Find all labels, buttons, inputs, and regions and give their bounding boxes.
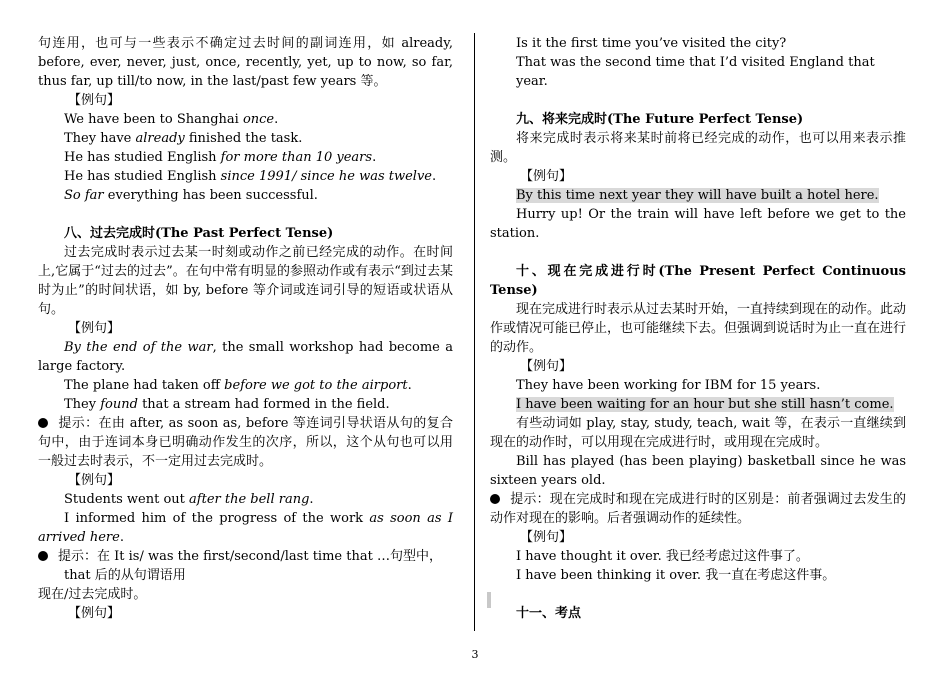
tip-paragraph: 提示：在 It is/ was the first/second/last time that …句型中， (38, 547, 453, 566)
section-description: 将来完成时表示将来某时前将已经完成的动作，也可以用来表示推测。 (490, 131, 906, 165)
example-label: 【例句】 (68, 321, 121, 336)
example-label: 【例句】 (68, 93, 121, 108)
section-heading-test-points: 十一、考点 (516, 606, 582, 621)
tip-paragraph: 提示：在由 after, as soon as, before 等连词引导状语从句的复合句中，由于连词本身已明确动作发生的次序，所以，这个从句也可以用一般过去时表示，不一定用过去完成时。 (38, 416, 453, 469)
example-sentence: I informed him of the progress of the work as soon as I arrived here. (38, 511, 453, 545)
bullet-icon (38, 418, 48, 428)
example-sentence (490, 186, 906, 205)
highlighted-sentence: I have been waiting for an hour but she still hasn’t come. (516, 397, 894, 412)
section-heading-present-perfect-continuous: 十、现在完成进行时(The Present Perfect Continuous Tense) (490, 264, 906, 298)
section-description: 现在完成进行时表示从过去某时开始，一直持续到现在的动作。此动作或情况可能已停止，也可能继续下去。但强调到说话时为止一直在进行的动作。 (490, 302, 907, 355)
right-column (490, 34, 906, 623)
example-sentence: They have already finished the task. (64, 131, 303, 146)
tip-paragraph: 提示：现在完成时和现在完成进行时的区别是：前者强调过去发生的动作对现在的影响。后者强调动作的延续性。 (490, 492, 906, 526)
example-label: 【例句】 (520, 359, 573, 374)
intro-paragraph: 句连用，也可与一些表示不确定过去时间的副词连用，如 already, before, ever, never, just, once, recently, yet, up to now, so far, thus far, up till/to now, in the last/past few years 等。 (38, 36, 453, 89)
bullet-icon (38, 551, 48, 561)
bullet-icon (490, 494, 500, 504)
example-sentence: We have been to Shanghai once. (64, 112, 279, 127)
example-label: 【例句】 (68, 606, 121, 621)
tip-continuation: that 后的从句谓语用 (64, 568, 186, 583)
example-sentence: Is it the first time you’ve visited the city? (516, 36, 787, 51)
example-label: 【例句】 (520, 169, 573, 184)
example-label: 【例句】 (520, 530, 573, 545)
example-sentence: So far everything has been successful. (64, 188, 318, 203)
section-heading-past-perfect: 八、过去完成时(The Past Perfect Tense) (64, 226, 334, 241)
column-divider (474, 33, 475, 631)
tip-continuation: 现在/过去完成时。 (38, 587, 147, 602)
example-sentence: The plane had taken off before we got to the airport. (64, 378, 412, 393)
example-sentence: I have thought it over. 我已经考虑过这件事了。 (516, 549, 809, 564)
page-number: 3 (471, 648, 479, 661)
example-label: 【例句】 (68, 473, 121, 488)
example-sentence: He has studied English since 1991/ since he was twelve. (64, 169, 437, 184)
example-sentence: They found that a stream had formed in the field. (64, 397, 390, 412)
section-description: 过去完成时表示过去某一时刻或动作之前已经完成的动作。在时间上,它属于“过去的过去”。在句中常有明显的参照动作或有表示“到过去某时为止”的时间状语，如 by, before 等介词或连词引导的短语或状语从句。 (38, 245, 453, 317)
example-sentence: They have been working for IBM for 15 years. (516, 378, 821, 393)
example-sentence: By the end of the war, the small workshop had become a large factory. (38, 340, 454, 374)
example-sentence: Students went out after the bell rang. (64, 492, 314, 507)
example-sentence: That was the second time that I’d visited England that year. (516, 55, 875, 89)
example-sentence: I have been thinking it over. 我一直在考虑这件事。 (516, 568, 836, 583)
note-paragraph: 有些动词如 play, stay, study, teach, wait 等，在表示一直继续到现在的动作时，可以用现在完成进行时，或用现在完成时。 (490, 416, 906, 450)
example-sentence: Bill has played (has been playing) basketball since he was sixteen years old. (490, 454, 906, 488)
example-sentence (490, 395, 906, 414)
section-heading-future-perfect: 九、将来完成时(The Future Perfect Tense) (516, 112, 804, 127)
example-sentence: Hurry up! Or the train will have left before we get to the station. (490, 207, 906, 241)
highlighted-sentence: By this time next year they will have built a hotel here. (516, 188, 879, 203)
example-sentence: He has studied English for more than 10 years. (64, 150, 377, 165)
left-column (38, 34, 453, 623)
